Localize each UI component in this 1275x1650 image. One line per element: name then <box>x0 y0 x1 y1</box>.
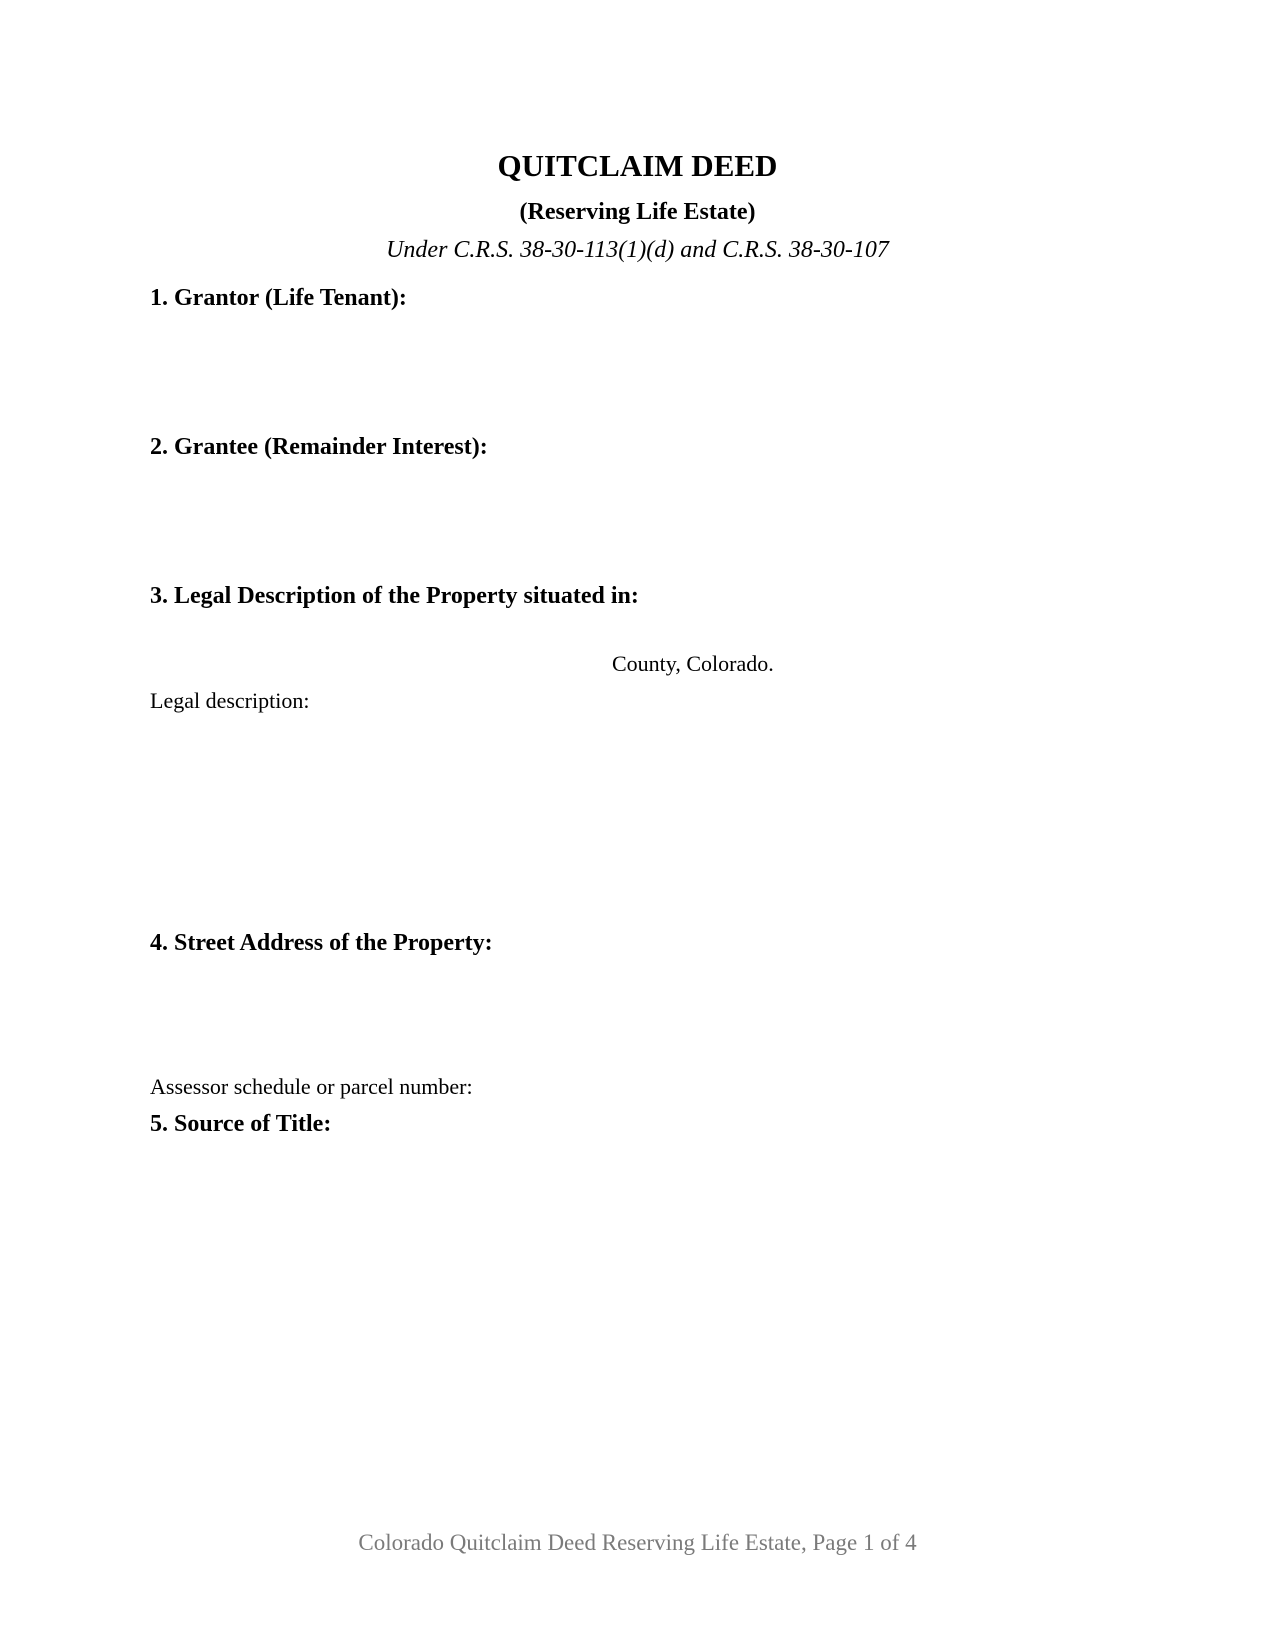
document-title: QUITCLAIM DEED <box>497 148 778 183</box>
grantee-heading: 2. Grantee (Remainder Interest): <box>150 434 488 460</box>
document-subtitle: (Reserving Life Estate) <box>519 199 756 225</box>
statute-reference: Under C.R.S. 38-30-113(1)(d) and C.R.S. 38-30-107 <box>386 237 889 263</box>
county-suffix: County, Colorado. <box>612 651 774 676</box>
grantor-heading: 1. Grantor (Life Tenant): <box>150 285 407 311</box>
source-of-title-heading: 5. Source of Title: <box>150 1111 332 1137</box>
legal-description-label: Legal description: <box>150 688 310 713</box>
legal-description-heading: 3. Legal Description of the Property situated in: <box>150 583 639 609</box>
parcel-number-label: Assessor schedule or parcel number: <box>150 1074 473 1099</box>
page-footer: Colorado Quitclaim Deed Reserving Life Estate, Page 1 of 4 <box>358 1530 917 1555</box>
street-address-heading: 4. Street Address of the Property: <box>150 930 493 956</box>
